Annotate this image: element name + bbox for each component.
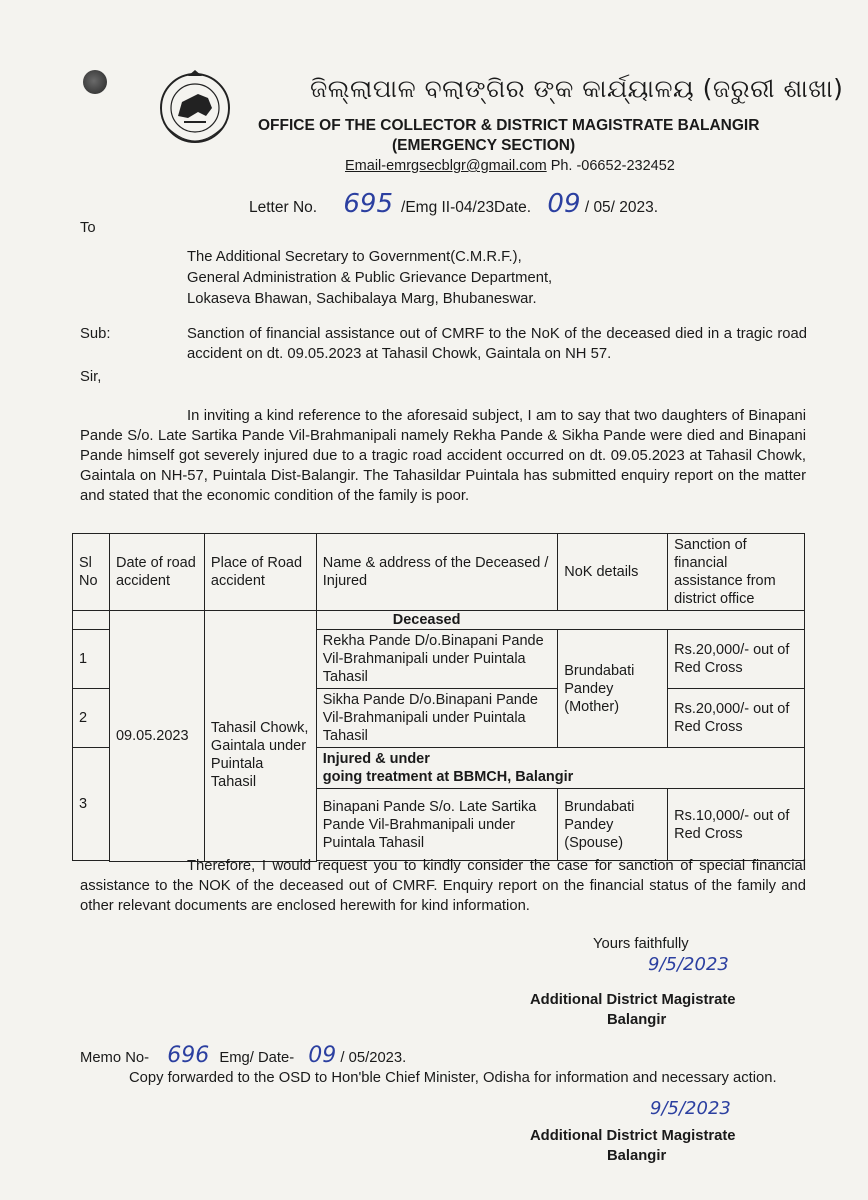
signatory-title-2: Additional District Magistrate	[530, 1128, 736, 1144]
assistance-table	[72, 533, 805, 862]
punch-hole	[83, 70, 107, 94]
signatory-place-2: Balangir	[607, 1148, 667, 1164]
body-paragraph-1: In inviting a kind reference to the aforesaid subject, I am to say that two daughters of Binapani Pande S/o. Late Sartika Pande Vil-Brahmanipali namely Rekha Pande & Sikha Pande were died and Binapani Pande himself got severely injured due to a tragic road accident occurred on dt. 09.05.2023 at Tahasil Chowk, Gaintala on NH-57, Puintala Dist-Balangir. The Tahasildar Puintala has submitted enquiry report on the matter and stated that the economic condition of the family is poor.	[80, 408, 806, 504]
header-sl: Sl No	[73, 534, 110, 611]
closing-text: Yours faithfully	[593, 936, 689, 952]
addressee-block	[187, 247, 552, 310]
salutation: Sir,	[80, 369, 102, 385]
injured-section-label	[316, 748, 804, 789]
injured-label-line: Injured & under	[322, 751, 430, 767]
email-link[interactable]: Email-emrgsecblgr@gmail.com	[345, 158, 547, 174]
odisha-emblem-icon	[158, 68, 232, 152]
letter-prefix: Letter No.	[249, 199, 318, 216]
to-label: To	[80, 220, 96, 236]
injured-label-line: going treatment at BBMCH, Balangir	[322, 769, 574, 785]
addressee-line: General Administration & Public Grievance Department,	[187, 270, 553, 286]
signatory-place: Balangir	[607, 1012, 667, 1028]
header-nok: NoK details	[558, 534, 668, 611]
header-sanction: Sanction of financial assistance from district office	[668, 534, 805, 611]
letter-day-handwritten: 09	[547, 189, 581, 219]
subject-text: Sanction of financial assistance out of CMRF to the NoK of the deceased died in a tragic road accident on dt. 09.05.2023 at Tahasil Chowk, Gaintala on NH 57.	[187, 326, 807, 362]
accident-place: Tahasil Chowk, Gaintala under Puintala Tahasil	[204, 611, 316, 862]
row-sl: 1	[73, 630, 110, 689]
signature-1: 9/5/2023	[648, 954, 729, 975]
addressee-line: The Additional Secretary to Government(C.M.R.F.),	[187, 249, 522, 265]
body-paragraph-2: Therefore, I would request you to kindly consider the case for sanction of special financial assistance to the NOK of the deceased out of CMRF. Enquiry report on the financial status of the family and other relevant documents are enclosed herewith for kind information.	[80, 858, 806, 914]
accident-date: 09.05.2023	[109, 611, 204, 862]
phone-number: Ph. -06652-232452	[550, 158, 675, 174]
row-sanction: Rs.20,000/- out of Red Cross	[668, 630, 805, 689]
nok-injured: Brundabati Pandey (Spouse)	[558, 789, 668, 861]
memo-number-handwritten: 696	[167, 1043, 210, 1068]
row-name: Binapani Pande S/o. Late Sartika Pande Vil-Brahmanipali under Puintala Tahasil	[316, 789, 557, 861]
signatory-title: Additional District Magistrate	[530, 992, 736, 1008]
table-header-row	[73, 534, 805, 611]
letter-date-suffix: / 05/ 2023.	[584, 199, 659, 216]
header-place: Place of Road accident	[204, 534, 316, 611]
subject-label: Sub:	[80, 326, 111, 342]
nok-deceased: Brundabati Pandey (Mother)	[558, 630, 668, 748]
header-name: Name & address of the Deceased / Injured	[316, 534, 557, 611]
memo-date-suffix: / 05/2023.	[340, 1050, 407, 1066]
row-sl: 2	[73, 689, 110, 748]
header-odia-title: ଜିଲ୍ଲାପାଳ ବଲାଙ୍ଗିର ଙ୍କ କାର୍ଯ୍ୟାଳୟ (ଜରୁରୀ ଶାଖା)	[310, 74, 844, 103]
memo-line	[80, 1043, 407, 1068]
letter-ref: /Emg II-04/23Date.	[401, 199, 532, 216]
row-name: Rekha Pande D/o.Binapani Pande Vil-Brahmanipali under Puintala Tahasil	[316, 630, 557, 689]
letter-number-line	[249, 189, 658, 219]
row-sanction: Rs.10,000/- out of Red Cross	[668, 789, 805, 861]
signature-2: 9/5/2023	[650, 1098, 731, 1119]
copy-forward-text: Copy forwarded to the OSD to Hon'ble Chief Minister, Odisha for information and necessary action.	[129, 1070, 777, 1086]
memo-day-handwritten: 09	[308, 1043, 337, 1068]
memo-ref: Emg/ Date-	[219, 1050, 295, 1066]
row-sanction: Rs.20,000/- out of Red Cross	[668, 689, 805, 748]
header-office-name: OFFICE OF THE COLLECTOR & DISTRICT MAGISTRATE BALANGIR	[258, 117, 760, 134]
letter-number-handwritten: 695	[343, 189, 394, 219]
deceased-section-label: Deceased	[316, 611, 804, 630]
header-contact	[345, 158, 675, 174]
memo-prefix: Memo No-	[80, 1050, 150, 1066]
header-section: (EMERGENCY SECTION)	[392, 137, 576, 154]
row-sl: 3	[73, 748, 110, 861]
header-date: Date of road accident	[109, 534, 204, 611]
row-name: Sikha Pande D/o.Binapani Pande Vil-Brahmanipali under Puintala Tahasil	[316, 689, 557, 748]
addressee-line: Lokaseva Bhawan, Sachibalaya Marg, Bhubaneswar.	[187, 291, 537, 307]
table-row	[73, 611, 805, 630]
